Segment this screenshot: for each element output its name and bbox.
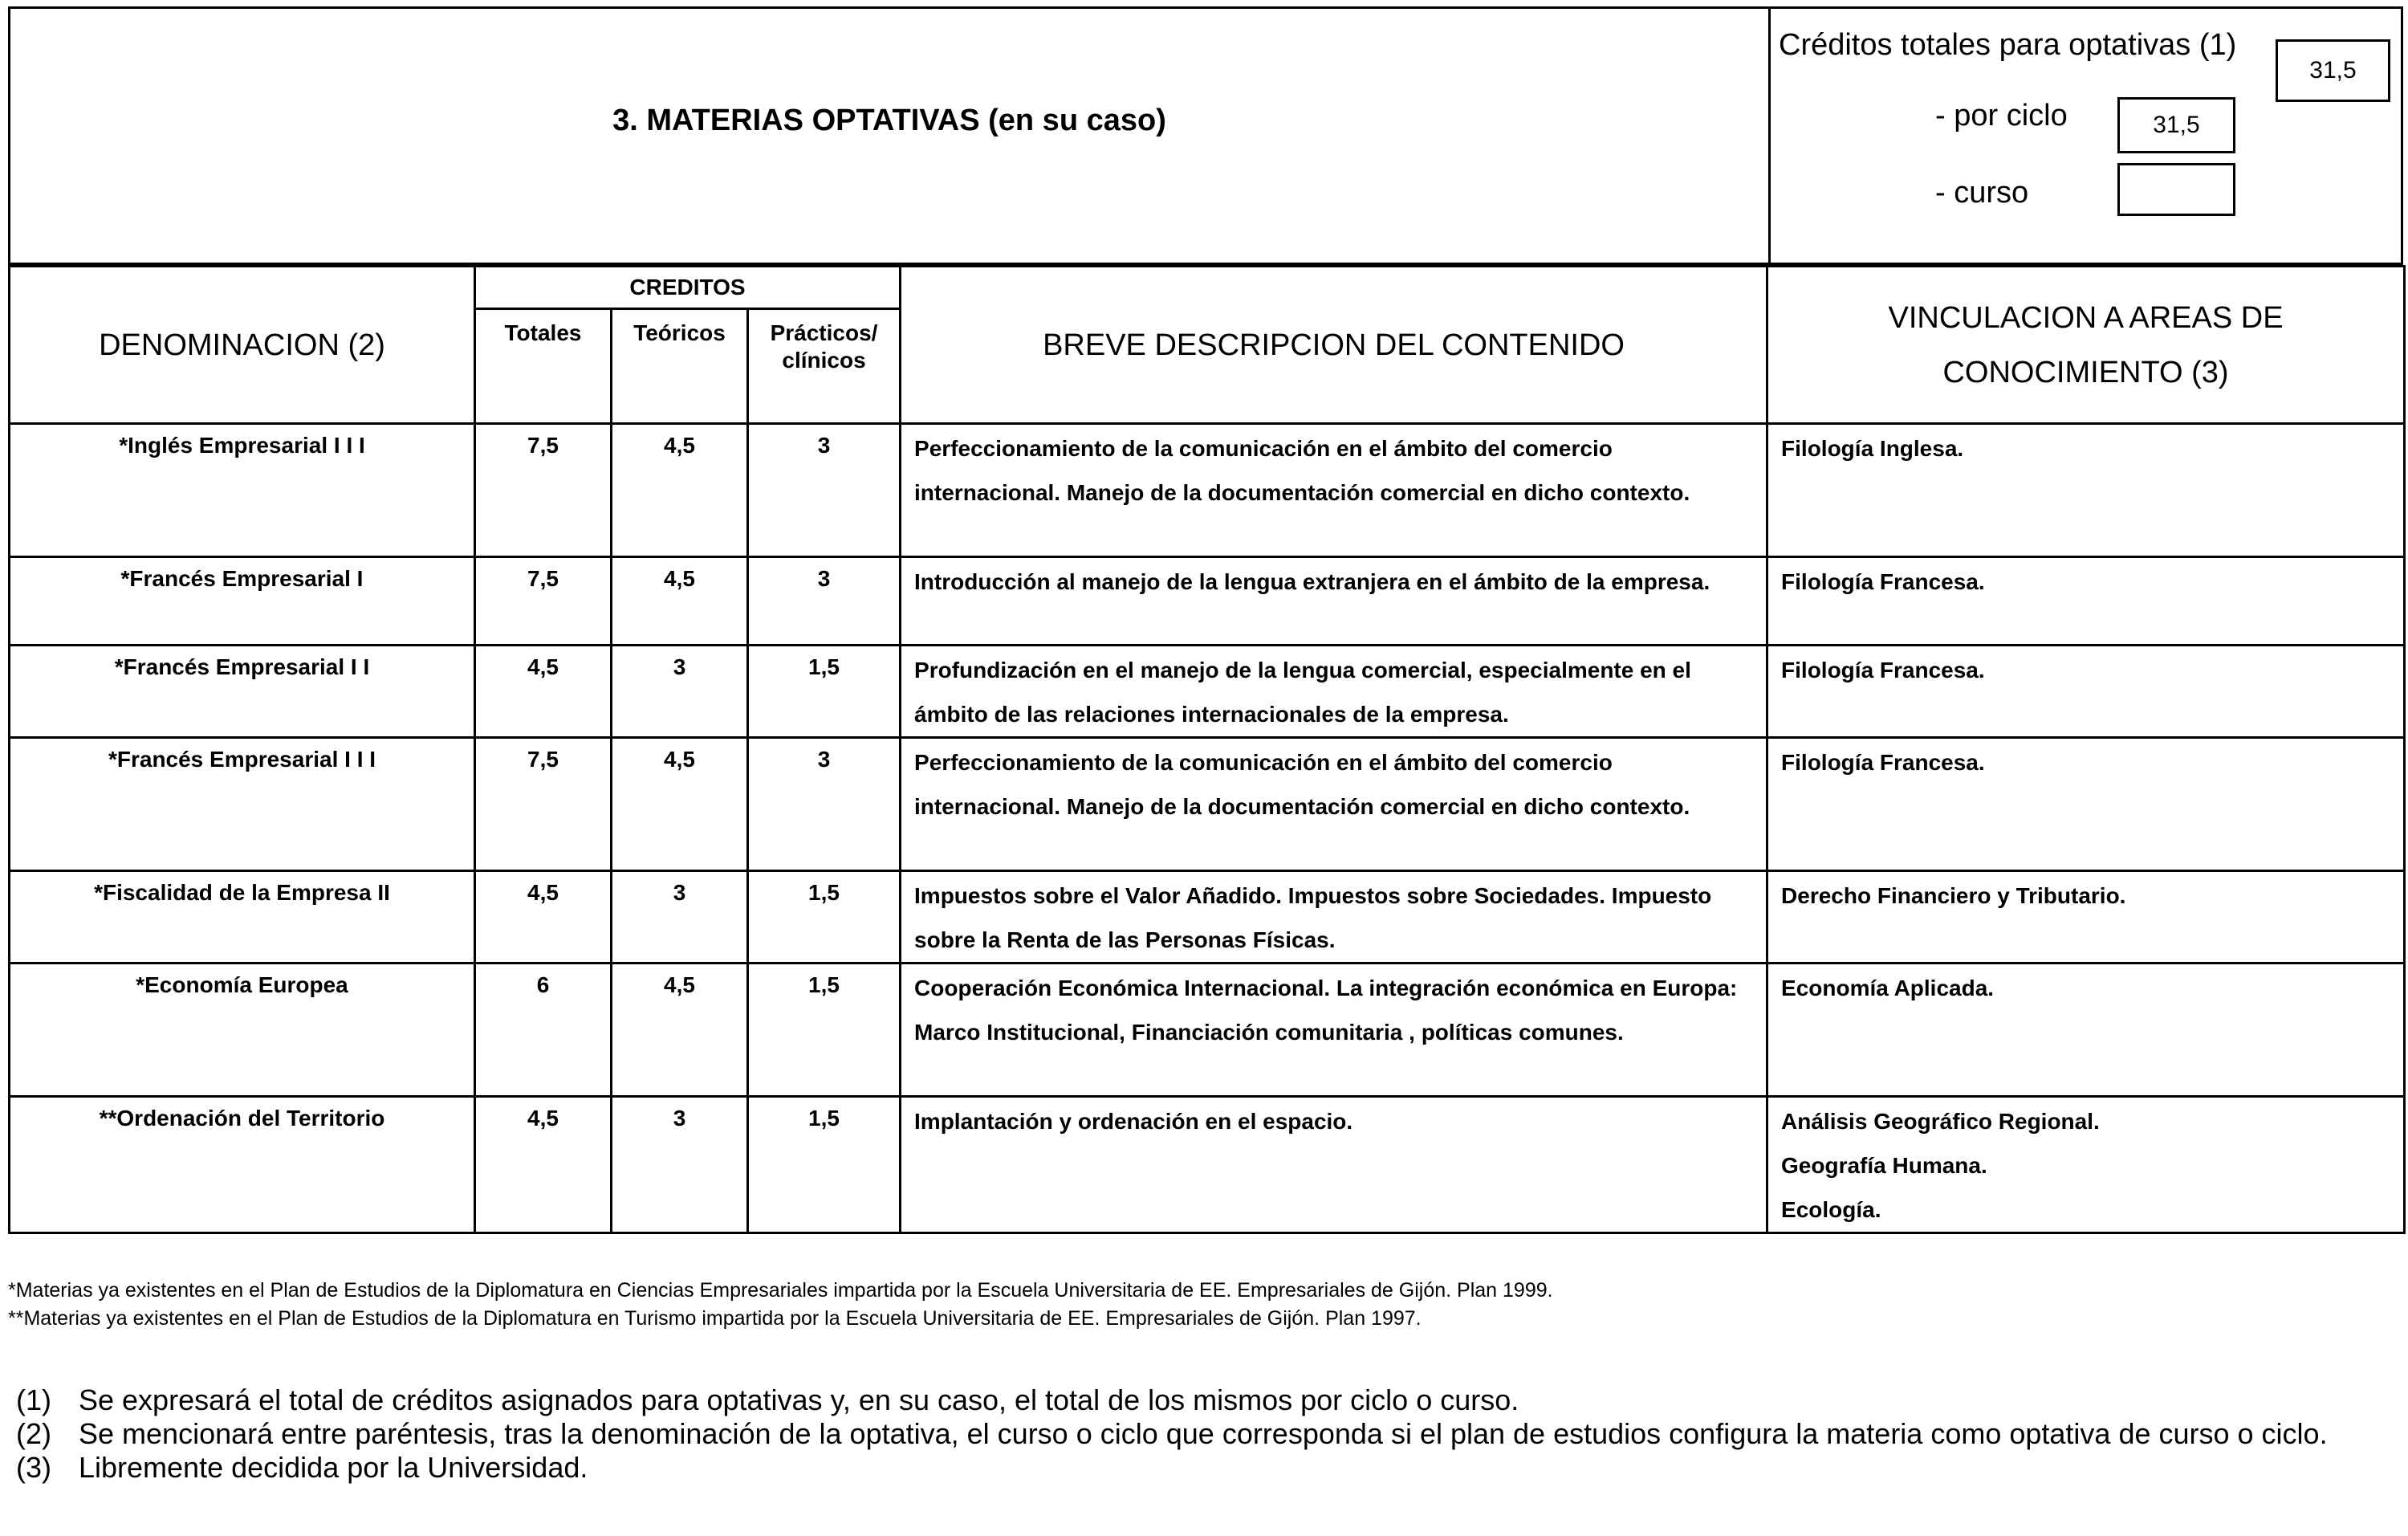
knowledge-area: Filología Francesa. bbox=[1781, 569, 1985, 594]
col-header-teoricos: Teóricos bbox=[612, 309, 748, 424]
note-double-asterisk: **Materias ya existentes en el Plan de Estudios de la Diplomatura en Turismo impartida por la Escuela Universitaria de EE. Empresariales de Gijón. Plan 1997. bbox=[8, 1307, 1422, 1330]
section-title: 3. MATERIAS OPTATIVAS (en su caso) bbox=[612, 104, 1166, 137]
table-row bbox=[10, 424, 2405, 557]
per-course-value bbox=[2117, 163, 2235, 216]
subject-origin-notes bbox=[8, 1277, 1553, 1333]
total-credits-value: 31,5 bbox=[2276, 39, 2390, 102]
footnote-number: (2) bbox=[16, 1417, 51, 1450]
table-row bbox=[10, 871, 2405, 964]
credits-total: 6 bbox=[475, 964, 612, 1097]
table-row bbox=[10, 557, 2405, 646]
credits-practice: 1,5 bbox=[748, 871, 901, 964]
per-cycle-value: 31,5 bbox=[2117, 97, 2235, 153]
knowledge-areas bbox=[1767, 871, 2405, 964]
content-description: Introducción al manejo de la lengua extranjera en el ámbito de la empresa. bbox=[901, 557, 1767, 646]
content-description: Profundización en el manejo de la lengua comercial, especialmente en el ámbito de las relaciones internacionales de la empresa. bbox=[901, 646, 1767, 738]
knowledge-area: Ecología. bbox=[1781, 1197, 1881, 1222]
col-header-vinculacion: VINCULACION A AREAS DE CONOCIMIENTO (3) bbox=[1767, 267, 2405, 424]
footnote-number: (3) bbox=[16, 1451, 51, 1484]
credits-total: 7,5 bbox=[475, 557, 612, 646]
credits-theory: 4,5 bbox=[612, 557, 748, 646]
credits-practice: 3 bbox=[748, 557, 901, 646]
knowledge-area: Derecho Financiero y Tributario. bbox=[1781, 883, 2126, 908]
table-row bbox=[10, 1097, 2405, 1233]
knowledge-areas bbox=[1767, 424, 2405, 557]
subject-name: *Fiscalidad de la Empresa II bbox=[10, 871, 475, 964]
footnote-1 bbox=[8, 1385, 2384, 1416]
knowledge-area: Geografía Humana. bbox=[1781, 1153, 1987, 1178]
footnote-2 bbox=[8, 1419, 2384, 1449]
knowledge-area: Economía Aplicada. bbox=[1781, 976, 1995, 1000]
footnote-text: Se expresará el total de créditos asignados para optativas y, en su caso, el total de los mismos por ciclo o curso. bbox=[79, 1383, 1519, 1416]
col-header-totales: Totales bbox=[475, 309, 612, 424]
per-course-label: - curso bbox=[1935, 176, 2029, 210]
content-description: Cooperación Económica Internacional. La integración económica en Europa: Marco Institucional, Financiación comunitaria , políticas comunes. bbox=[901, 964, 1767, 1097]
credits-total: 4,5 bbox=[475, 646, 612, 738]
section-header bbox=[8, 6, 2403, 265]
knowledge-area: Filología Inglesa. bbox=[1781, 436, 1964, 461]
credits-practice: 3 bbox=[748, 424, 901, 557]
credits-theory: 4,5 bbox=[612, 964, 748, 1097]
credits-total: 7,5 bbox=[475, 738, 612, 871]
knowledge-areas bbox=[1767, 1097, 2405, 1233]
credits-practice: 1,5 bbox=[748, 1097, 901, 1233]
knowledge-areas bbox=[1767, 964, 2405, 1097]
table-row bbox=[10, 738, 2405, 871]
subject-name: *Economía Europea bbox=[10, 964, 475, 1097]
subject-name: *Inglés Empresarial I I I bbox=[10, 424, 475, 557]
footnote-text: Se mencionará entre paréntesis, tras la denominación de la optativa, el curso o ciclo que corresponda si el plan de estudios configura la materia como optativa de curso o ciclo. bbox=[79, 1417, 2328, 1450]
footnotes bbox=[8, 1385, 2384, 1486]
optional-subjects-table bbox=[8, 265, 2406, 1234]
credits-practice: 3 bbox=[748, 738, 901, 871]
credits-theory: 3 bbox=[612, 871, 748, 964]
knowledge-areas bbox=[1767, 557, 2405, 646]
credits-practice: 1,5 bbox=[748, 646, 901, 738]
subject-name: *Francés Empresarial I bbox=[10, 557, 475, 646]
footnote-text: Libremente decidida por la Universidad. bbox=[79, 1451, 588, 1484]
col-header-practicos: Prácticos/ clínicos bbox=[748, 309, 901, 424]
content-description: Perfeccionamiento de la comunicación en el ámbito del comercio internacional. Manejo de la documentación comercial en dicho contexto. bbox=[901, 738, 1767, 871]
knowledge-area: Filología Francesa. bbox=[1781, 658, 1985, 682]
knowledge-area: Análisis Geográfico Regional. bbox=[1781, 1109, 2100, 1134]
subject-name: **Ordenación del Territorio bbox=[10, 1097, 475, 1233]
credits-theory: 4,5 bbox=[612, 738, 748, 871]
note-single-asterisk: *Materias ya existentes en el Plan de Estudios de la Diplomatura en Ciencias Empresariales impartida por la Escuela Universitaria de EE. Empresariales de Gijón. Plan 1999. bbox=[8, 1279, 1553, 1302]
col-header-descripcion: BREVE DESCRIPCION DEL CONTENIDO bbox=[901, 267, 1767, 424]
knowledge-areas bbox=[1767, 738, 2405, 871]
content-description: Implantación y ordenación en el espacio. bbox=[901, 1097, 1767, 1233]
content-description: Perfeccionamiento de la comunicación en el ámbito del comercio internacional. Manejo de la documentación comercial en dicho contexto. bbox=[901, 424, 1767, 557]
content-description: Impuestos sobre el Valor Añadido. Impuestos sobre Sociedades. Impuesto sobre la Renta de las Personas Físicas. bbox=[901, 871, 1767, 964]
footnote-number: (1) bbox=[16, 1383, 51, 1416]
knowledge-areas bbox=[1767, 646, 2405, 738]
table-row bbox=[10, 646, 2405, 738]
col-header-creditos: CREDITOS bbox=[475, 267, 901, 309]
header-divider bbox=[1768, 9, 1771, 263]
table-row bbox=[10, 964, 2405, 1097]
total-credits-label: Créditos totales para optativas (1) bbox=[1779, 28, 2237, 62]
credits-theory: 4,5 bbox=[612, 424, 748, 557]
subject-name: *Francés Empresarial I I I bbox=[10, 738, 475, 871]
credits-total: 4,5 bbox=[475, 871, 612, 964]
credits-total: 4,5 bbox=[475, 1097, 612, 1233]
credits-theory: 3 bbox=[612, 1097, 748, 1233]
footnote-3 bbox=[8, 1452, 2384, 1483]
knowledge-area: Filología Francesa. bbox=[1781, 750, 1985, 775]
credits-practice: 1,5 bbox=[748, 964, 901, 1097]
per-cycle-label: - por ciclo bbox=[1935, 99, 2068, 132]
subject-name: *Francés Empresarial I I bbox=[10, 646, 475, 738]
col-header-denominacion: DENOMINACION (2) bbox=[10, 267, 475, 424]
credits-total: 7,5 bbox=[475, 424, 612, 557]
credits-theory: 3 bbox=[612, 646, 748, 738]
